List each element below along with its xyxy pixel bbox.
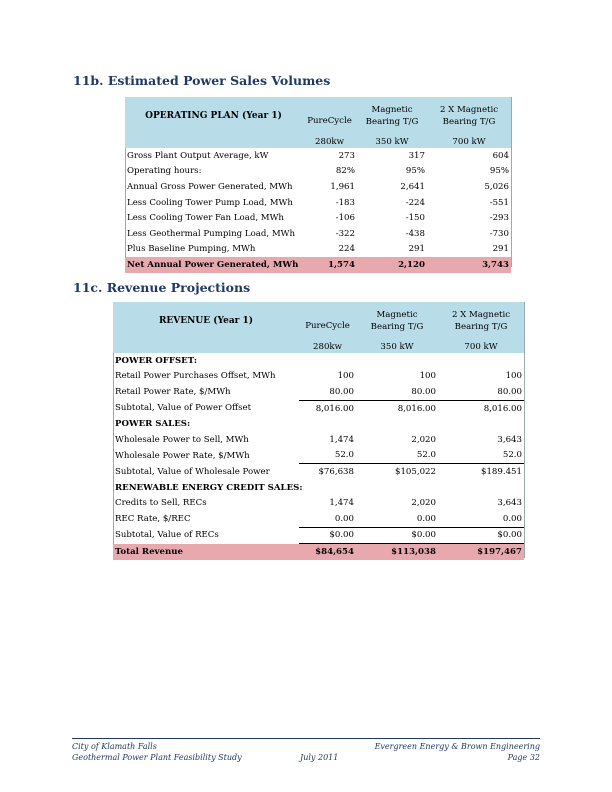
section-title-row (113, 416, 524, 432)
row-value: -106 (335, 213, 355, 224)
row-value: 52.0 (299, 448, 356, 464)
total-value: 1,574 (302, 257, 357, 273)
row-value: 2,020 (411, 498, 436, 509)
total-value: $84,654 (299, 544, 356, 560)
table-row (113, 369, 524, 385)
row-label: Annual Gross Power Generated, MWh (127, 181, 293, 192)
row-value: 1,961 (330, 181, 355, 192)
row-value: 5,026 (484, 181, 509, 192)
row-value: 52.0 (438, 448, 524, 464)
row-value: -293 (489, 213, 509, 224)
row-value: 2,020 (411, 434, 436, 445)
table-row (113, 495, 524, 511)
row-value: 1,474 (329, 498, 354, 509)
header-col2: Magnetic Bearing T/G (357, 97, 427, 135)
row-label: Retail Power Purchases Offset, MWh (115, 371, 276, 382)
units-blank (125, 135, 302, 148)
units-row (125, 135, 511, 148)
row-value: $189.451 (480, 466, 522, 477)
row-value: 52.0 (356, 448, 438, 464)
row-value: -322 (335, 228, 355, 239)
row-value: 8,016.00 (483, 403, 522, 414)
table-header-row (125, 97, 511, 135)
table-row (125, 179, 511, 195)
footer-divider (72, 738, 540, 739)
row-value: -224 (405, 197, 425, 208)
row-label: Less Cooling Tower Pump Load, MWh (127, 197, 293, 208)
row-value: 82% (335, 166, 355, 177)
row-label: Subtotal, Value of Wholesale Power (115, 466, 270, 477)
footer-page-number: Page 32 (507, 753, 540, 762)
row-value: 3,643 (497, 434, 522, 445)
row-value: -183 (335, 197, 355, 208)
row-label: Wholesale Power to Sell, MWh (115, 434, 249, 445)
row-value: 100 (505, 371, 522, 382)
units-col2: 350 kW (356, 340, 438, 353)
units-col1: 280kw (302, 135, 357, 148)
table-row (125, 210, 511, 226)
row-label: Retail Power Rate, $/MWh (115, 387, 231, 398)
header-title: REVENUE (Year 1) (113, 302, 299, 340)
row-value: 291 (408, 244, 425, 255)
row-value: 604 (492, 150, 509, 161)
header-col1: PureCycle (299, 302, 356, 340)
row-value: 0.00 (299, 511, 356, 527)
header-col3: 2 X Magnetic Bearing T/G (438, 302, 524, 340)
table-row (125, 148, 511, 164)
row-value: 317 (408, 150, 425, 161)
row-value: -730 (489, 228, 509, 239)
revenue-table (113, 302, 524, 560)
table-row (113, 448, 524, 464)
row-label: Less Cooling Tower Fan Load, MWh (127, 213, 284, 224)
header-col3: 2 X Magnetic Bearing T/G (427, 97, 511, 135)
subtotal-row (113, 464, 524, 480)
header-col1: PureCycle (302, 97, 357, 135)
total-value: 3,743 (427, 257, 511, 273)
rec-sales-title: RENEWABLE ENERGY CREDIT SALES: (115, 482, 303, 493)
table-row (113, 432, 524, 448)
row-value: $0.00 (356, 527, 438, 544)
row-value: $76,638 (318, 466, 354, 477)
row-value: -551 (489, 197, 509, 208)
units-blank (113, 340, 299, 353)
row-label: REC Rate, $/REC (115, 513, 191, 524)
units-col3: 700 kW (427, 135, 511, 148)
row-value: 80.00 (438, 384, 524, 400)
section-title-row (113, 353, 524, 369)
table-row (125, 195, 511, 211)
subtotal-row (113, 400, 524, 416)
table-row (113, 384, 524, 400)
footer-right-1: Evergreen Energy & Brown Engineering (374, 742, 540, 751)
row-label: Credits to Sell, RECs (115, 498, 207, 509)
power-sales-title: POWER SALES: (115, 419, 191, 430)
row-value: 0.00 (356, 511, 438, 527)
footer-date: July 2011 (300, 753, 339, 762)
total-label: Total Revenue (113, 544, 299, 560)
table-row (125, 164, 511, 180)
row-label: Plus Baseline Pumping, MWh (127, 244, 256, 255)
total-label: Net Annual Power Generated, MWh (125, 257, 302, 273)
row-value: -438 (405, 228, 425, 239)
section-title-row (113, 480, 524, 496)
table-header-row (113, 302, 524, 340)
total-value: $113,038 (356, 544, 438, 560)
power-offset-title: POWER OFFSET: (115, 355, 197, 366)
total-value: $197,467 (438, 544, 524, 560)
row-value: 100 (419, 371, 436, 382)
table-row (113, 511, 524, 527)
row-value: -150 (405, 213, 425, 224)
row-label: Less Geothermal Pumping Load, MWh (127, 228, 296, 239)
header-title: OPERATING PLAN (Year 1) (125, 97, 302, 135)
units-col1: 280kw (299, 340, 356, 353)
section-c-heading: 11c. Revenue Projections (73, 280, 251, 295)
row-value: 224 (338, 244, 355, 255)
row-label: Subtotal, Value of Power Offset (115, 403, 252, 414)
total-value: 2,120 (357, 257, 427, 273)
units-col3: 700 kW (438, 340, 524, 353)
row-value: 8,016.00 (315, 403, 354, 414)
table-row (125, 226, 511, 242)
total-row (113, 544, 524, 560)
row-label: Subtotal, Value of RECs (115, 530, 219, 541)
row-value: 95% (405, 166, 425, 177)
units-col2: 350 kW (357, 135, 427, 148)
row-value: 8,016.00 (397, 403, 436, 414)
operating-plan-table (125, 97, 511, 273)
row-value: 273 (338, 150, 355, 161)
footer-left-1: City of Klamath Falls (72, 742, 157, 751)
row-value: 3,643 (497, 498, 522, 509)
row-label: Gross Plant Output Average, kW (127, 150, 269, 161)
row-value: $0.00 (438, 527, 524, 544)
row-label: Operating hours: (127, 166, 202, 177)
row-value: 291 (492, 244, 509, 255)
row-value: 0.00 (438, 511, 524, 527)
units-row (113, 340, 524, 353)
row-value: 80.00 (356, 384, 438, 400)
row-value: 95% (489, 166, 509, 177)
row-label: Wholesale Power Rate, $/MWh (115, 450, 250, 461)
row-value: 1,474 (329, 434, 354, 445)
section-b-heading: 11b. Estimated Power Sales Volumes (73, 73, 331, 88)
row-value: 100 (337, 371, 354, 382)
header-col2: Magnetic Bearing T/G (356, 302, 438, 340)
table-row (125, 242, 511, 258)
footer-left-2: Geothermal Power Plant Feasibility Study (72, 753, 242, 762)
total-row (125, 257, 511, 273)
row-value: 2,641 (400, 181, 425, 192)
subtotal-row (113, 527, 524, 544)
row-value: $105,022 (394, 466, 436, 477)
row-value: $0.00 (299, 527, 356, 544)
row-value: 80.00 (299, 384, 356, 400)
